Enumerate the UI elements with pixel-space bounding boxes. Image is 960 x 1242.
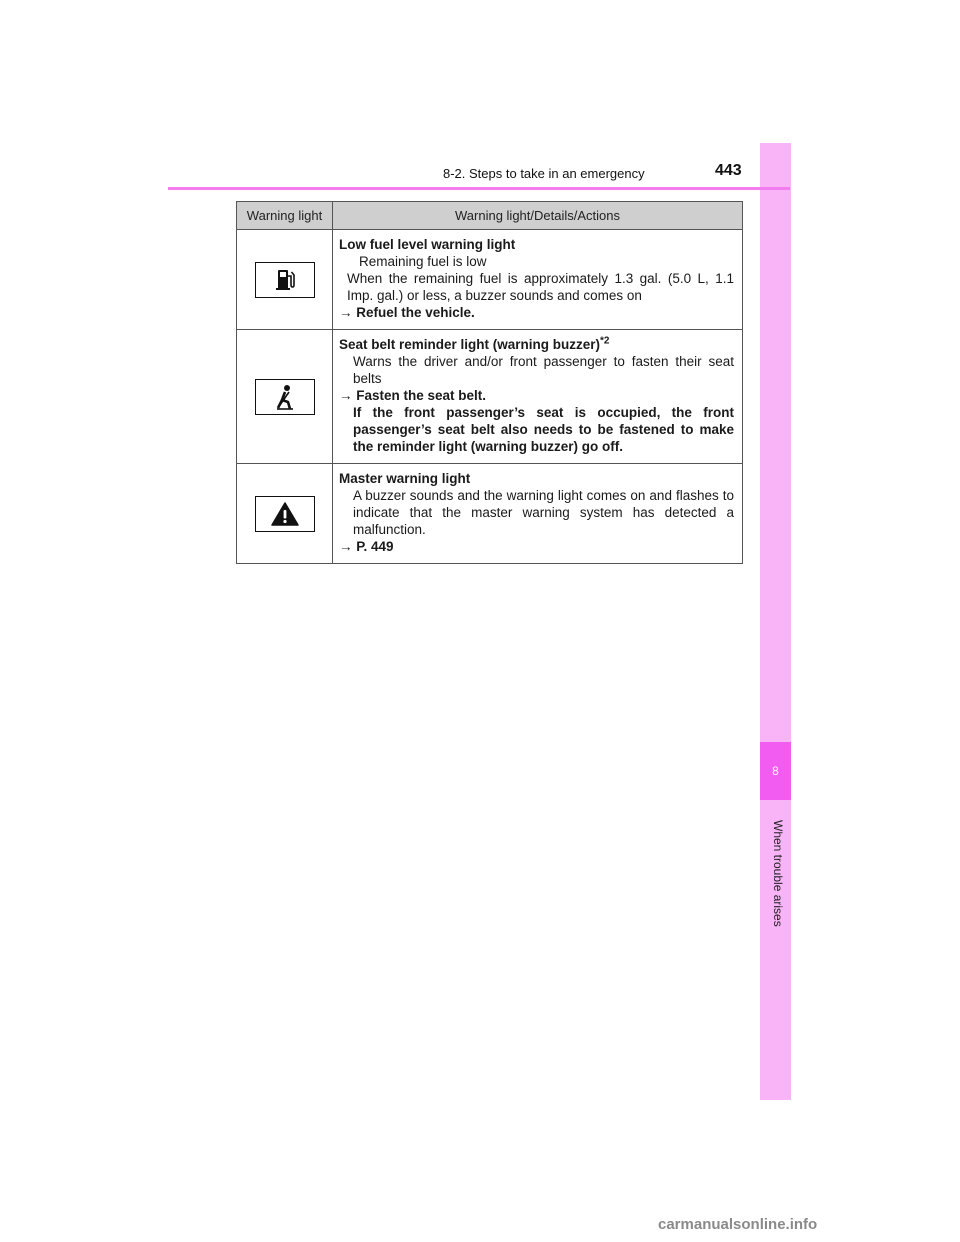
row-title: Low fuel level warning light xyxy=(339,237,516,252)
icon-cell xyxy=(237,230,333,330)
seat-belt-icon xyxy=(255,379,315,415)
page-number: 443 xyxy=(715,162,742,179)
row-action: → Fasten the seat belt. xyxy=(339,388,487,403)
row-action-detail: If the front passenger’s seat is occupied, the front passenger’s seat belt also needs to be fastened to make the reminder light (warning buzzer) go off. xyxy=(353,405,734,454)
details-cell xyxy=(333,230,743,330)
header-divider xyxy=(168,187,790,190)
fuel-pump-icon xyxy=(255,262,315,298)
icon-cell xyxy=(237,330,333,464)
icon-cell xyxy=(237,464,333,564)
chapter-title: When trouble arises xyxy=(771,820,785,927)
row-action: → Refuel the vehicle. xyxy=(339,305,475,320)
column-header-warning-light: Warning light xyxy=(237,202,333,230)
table-row xyxy=(237,230,743,330)
warning-light-table xyxy=(236,201,743,564)
row-description: Remaining fuel is low xyxy=(359,254,487,269)
column-header-details: Warning light/Details/Actions xyxy=(333,202,743,230)
row-title: Seat belt reminder light (warning buzzer)$^{*2}$ xyxy=(339,335,610,352)
chapter-number: 8 xyxy=(760,742,791,800)
section-title: 8-2. Steps to take in an emergency xyxy=(443,166,645,181)
side-chapter-tab xyxy=(760,143,791,1100)
row-description: When the remaining fuel is approximately 1.3 gal. (5.0 L, 1.1 Imp. gal.) or less, a buzzer sounds and comes on xyxy=(347,271,734,303)
details-cell xyxy=(333,464,743,564)
row-description: Warns the driver and/or front passenger to fasten their seat belts xyxy=(353,354,734,386)
table-row xyxy=(237,464,743,564)
table-row xyxy=(237,330,743,464)
site-watermark: carmanualsonline.info xyxy=(658,1216,818,1233)
warning-triangle-icon xyxy=(255,496,315,532)
row-title: Master warning light xyxy=(339,471,471,486)
table-header-row xyxy=(237,202,743,230)
row-description: A buzzer sounds and the warning light comes on and flashes to indicate that the master warning system has detected a malfunction. xyxy=(353,488,734,537)
row-action: → P. 449 xyxy=(339,539,394,554)
details-cell xyxy=(333,330,743,464)
